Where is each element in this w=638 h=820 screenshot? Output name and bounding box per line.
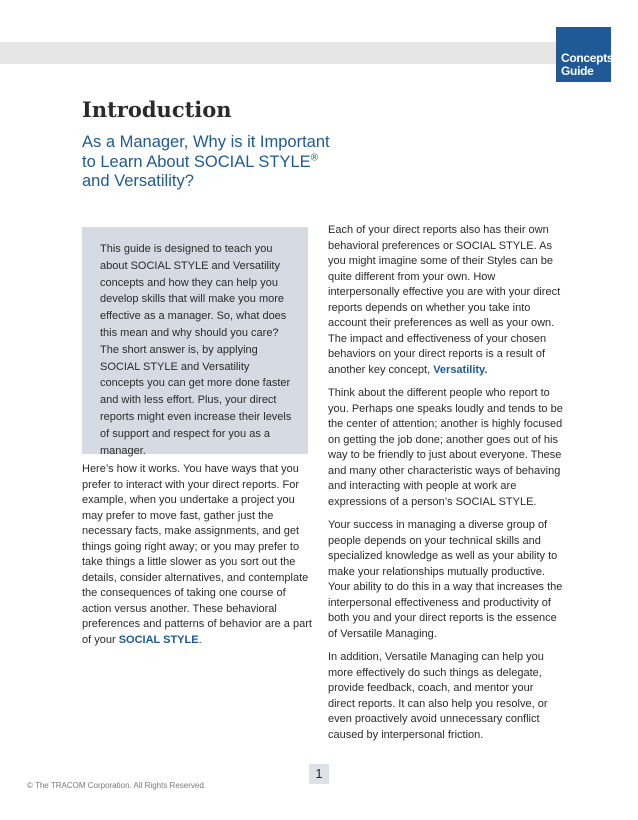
concepts-guide-tab [556, 27, 614, 82]
versatility-emphasis: Versatility. [433, 363, 488, 376]
page-subtitle [82, 133, 332, 192]
header-band [0, 42, 556, 64]
page-title: Introduction [82, 97, 232, 122]
subtitle-text: As a Manager, Why is it Important to Learn About SOCIAL STYLE [82, 133, 330, 171]
right-paragraph-4: In addition, Versatile Managing can help you more effectively do such things as delegate, provide feedback, coach, and mentor your direct reports. It can also help you resolve, or even proactively avoid unnecessary conflict caused by interpersonal friction. [328, 651, 548, 741]
tab-line-1: Concepts [561, 51, 614, 65]
intro-callout-box [82, 227, 308, 457]
subtitle-text-end: and Versatility? [82, 172, 194, 190]
copyright-footer: © The TRACOM Corporation. All Rights Reserved. [27, 781, 206, 790]
left-body-text [82, 462, 312, 648]
left-paragraph-end: . [198, 633, 202, 646]
right-paragraph-2: Think about the different people who report to you. Perhaps one speaks loudly and tends to be the center of attention; another is highly focused on getting the job done; another goes out of his way to be friendly to just about everyone. These and many other characteristic ways of behaving and interacting with people at work are expressions of a person’s SOCIAL STYLE. [328, 387, 563, 508]
registered-mark: ® [310, 152, 319, 163]
page-number: 1 [309, 764, 329, 784]
right-column [328, 223, 563, 751]
social-style-emphasis: SOCIAL STYLE [118, 633, 199, 646]
left-paragraph-text: Here’s how it works. You have ways that you prefer to interact with your direct reports. For example, when you undertake a project you may prefer to move fast, gather just the necessary facts, make assignments, and get things going right away; or you may prefer to take things a little slower as you sort out the details, consider alternatives, and contemplate the consequences of taking one course of action versus another. These behavioral preferences and patterns of behavior are a part of your [82, 463, 312, 646]
callout-text: This guide is designed to teach you about SOCIAL STYLE and Versatility concepts and how they can help you develop skills that will make you more effective as a manager. So, what does this mean and why should you care? The short answer is, by applying SOCIAL STYLE and Versatility concepts you can get more done faster and with less effort. Plus, your direct reports might even increase their levels of support and respect for you as a manager. [100, 243, 292, 457]
right-paragraph-1 [328, 223, 563, 378]
tab-line-2: Guide [561, 64, 594, 78]
right-paragraph-3: Your success in managing a diverse group of people depends on your technical skills and specialized knowledge as well as your ability to make your relationships mutually productive. Your ability to do this in a way that increases the interpersonal effectiveness and productivity of both you and your direct reports is the essence of Versatile Managing. [328, 519, 563, 640]
right-paragraph-1-text: Each of your direct reports also has their own behavioral preferences or SOCIAL STYLE. As you might imagine some of their Styles can be quite different from your own. How interpersonally effective you are with your direct reports depends on whether you take into account their preferences as well as your own. The impact and effectiveness of your chosen behaviors on your direct reports is a result of another key concept, [328, 224, 561, 376]
left-paragraph [82, 462, 312, 648]
